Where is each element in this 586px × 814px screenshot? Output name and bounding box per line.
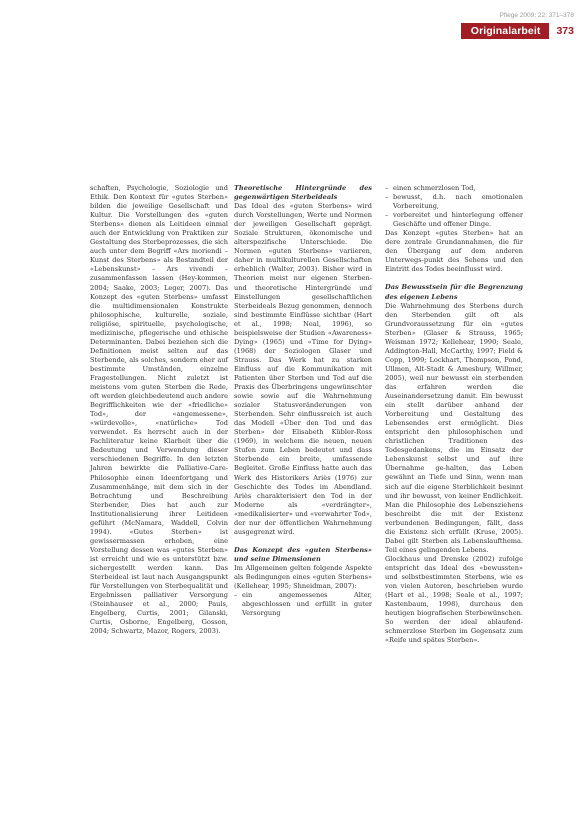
body-paragraph: Die Wahrnehmung des Sterbens durch den Sterbenden gilt oft als Grundvoraussetzung für ein «gutes Sterben» (Glaser & Strauss, 1965; Weisman 1972; Kellehear, 1990; Seale, Addington-Hall, McCarthy, 1997; Field & Copp, 1999; Lockhart, Thompson, Pond, Ullmen, Alt-Stadt & Amesbury, Willmer, 2005), weil nur bewusst ein sterbenden das erfahren werden die Auseinandersetzung damit. Ein bewusst ein stellt darüber anhand der Vorbereitung und Gestaltung des Lebensendes erst ermöglicht. Dies entspricht den philosophischen und christlichen Traditionen des Todesgedankens, die im Einsatz der Lebenskunst selbst und auf ihre Übernahme ge-halten, das Leben gewähnt an Tiefe und Sinn, wenn man sich auf die eigene Sterblichkeit besinnt und ihr bewusst, von keiner Endlichkeit. Man die Philosophie des Lebensziehens beschreibt die mit der Existenz verbundenen Bedingungen, fällt, dass die Existenz sich erfüllt (Kruse, 2005). Dabei gilt Sterben als Lebenslaufthema. Teil eines gelingenden Lebens. [385, 301, 523, 554]
body-paragraph: Glockhaus und Drenske (2002) zufolge entspricht das Ideal des «bewussten» und selbstbestimmten Sterbens, wie es von vielen Autoren, beschrieben wurde (Hart et al., 1998; Seale et al., 1997; Kastenbaum, 1998), durchaus den heutigen biografischen Sterbewünschen. So werden der ideal ablaufend-schmerzlose Sterben im Gegensatz zum «Reife und spätes Sterben». [385, 554, 523, 645]
section-label: Originalarbeit [461, 23, 550, 39]
body-paragraph: Das Konzept «gutes Sterben» hat an dere zentrale Grundannahmen, die für den Übergang auf dem anderen Unterwegs-punkt des Sehens und den Eintritt des Todes beeinflusst wird. [385, 229, 523, 274]
page-header [414, 23, 586, 39]
list-item: – vorbereitet und hinterlegung offener Geschäfte und offener Dinge. [385, 211, 523, 229]
body-paragraph: schaften, Psychologie, Soziologie und Ethik. Den Kontext für «gutes Sterben» bilden die jeweilige Gesellschaft und Kultur. Die Vorstellungen des «guten Sterbens» dienen als Leitideen einmal auch der Entwicklung von Praktiken zur Gestaltung des Sterbeprozesses, die sich auch unter dem Begriff «Ars moriendi – Kunst des Sterbens» als Bestandteil der «Lebenskunst» – Ars vivendi – zusammenfassen lassen (Hey-kommen, 2004; Saake, 2003; Leger, 2007). Das Konzept des «guten Sterbens» umfasst die multidimensionalen Konstrukte philosophische, kulturelle, soziale, religiöse, spirituelle, psychologische, medizinische, pflegerische und ethische Determinanten. Dabei beziehen sich die Definitionen meist selten auf das Sterbende, als solches, sondern eher auf bestimmte Umständen, einzelne Fragestellungen. Nicht zuletzt ist meistens vom guten Sterben die Rede, oft werden gleichbedeutend auch andere Begrifflichkeiten wie der «friedliche» Tod», der «angemessene», «würdevolle», «natürliche» Tod verwendet. Es herrscht auch in der Fachliteratur keine Klarheit über die Bedeutung und Verwendung dieser verschiedenen Begriffe. In den letzten Jahren bewirkte die Palliative-Care-Philosophie einen Ideenfortgang und Zusammenhänge, mit dem sich in der Betrachtung und Beschreibung Sterbender, Dies hat auch zur Institutionalisierung ihrer Leitideen geführt (McNamara, Waddell, Colvin 1994). «Gutes Sterben» ist gewissermassen erhoben, eine Vorstellung dessen was «gutes Sterben» ist erreicht und wie es unterstützt bzw. sichergestellt werden kann. Das Sterbeideal ist laut nach Ausgangspunkt für Vorstellungen von Sterbequalität und Ergebnissen palliativer Versorgung (Steinhauser et al., 2000; Pauls, Engelberg, Curtis, 2001; Gilanski, Curtis, Osborne, Engelberg, Gosson, 2004; Schwartz, Mazor, Rogers, 2003). [90, 184, 228, 636]
text-column-middle [234, 184, 372, 618]
text-column-left [90, 184, 228, 636]
text-column-right [385, 184, 523, 645]
body-paragraph: Das Ideal des «guten Sterbens» wird durch Vorstellungen, Werte und Normen der jeweiligen Gesellschaft geprägt. Soziale Strukturen, ökonomische und alterspezifische Unterschiede. Die Normen «guten Sterbens» variieren, daher in multikulturellen Gesellschaften erheblich (Walter, 2003). Bisher wird in Theorien meist nur eigenen Sterben- und theoretische Hintergründe und Einstellungen gesellschaftlichen Sterbeideals Bezug genommen, dennoch sind bestimmte Einflüsse sichtbar (Hart et al., 1998; Neal, 1996), so beispielsweise der Studien «Awareness» Dying» (1965) und «Time for Dying» (1968) der Soziologen Glaser und Strauss. Das Werk hat zu starken Einfluss auf die Kommunikation mit Patienten über Sterben und Tod auf die Praxis des Überbringens ungewünschter sowie sowie auf die Wahrnehmung sozialer Statusveränderungen von Sterbenden. Sehr einflussreich ist auch das Modell «Über den Tod und das Sterben» der Elisabeth Kübler-Ross (1969), in welchem die neuen, neuen Stufen zum Leben bedeutet und dass Sterbende ein breite, umfassende Begleitet. Große Einfluss hatte auch das Werk des Historikers Ariès (1976) zur Geschichte des Todes im Abendland. Ariès charakterisiert den Tod in der Moderne als «verdrängter», «medikalisierter» und «verwahrter Tod», der nur der öffentlichen Wahrnehmung ausgegrenzt wird. [234, 202, 372, 536]
section-heading: Das Konzept des «guten Sterbens» und seine Dimensionen [234, 545, 372, 563]
list-item: – ein angemessenes Alter, abgeschlossen und erfüllt in guter Versorgung [234, 591, 372, 618]
list-item: – bewusst, d.h. nach emotionalen Vorbereitung, [385, 193, 523, 211]
body-paragraph: Im Allgemeinen gelten folgende Aspekte als Bedingungen eines «guten Sterbens» (Kellehear, 1995; Shneidman, 2007): [234, 563, 372, 591]
bullet-list [385, 184, 523, 229]
bullet-list [234, 591, 372, 618]
section-heading: Theoretische Hintergründe des gegenwärtigen Sterbeideals [234, 184, 372, 202]
list-item: – einen schmerzlosen Tod, [385, 184, 523, 193]
page-number: 373 [556, 25, 574, 37]
section-heading: Das Bewusstsein für die Begrenzung des eigenen Lebens [385, 283, 523, 301]
journal-reference: Pflege 2009; 22: 371–378 [499, 12, 574, 19]
